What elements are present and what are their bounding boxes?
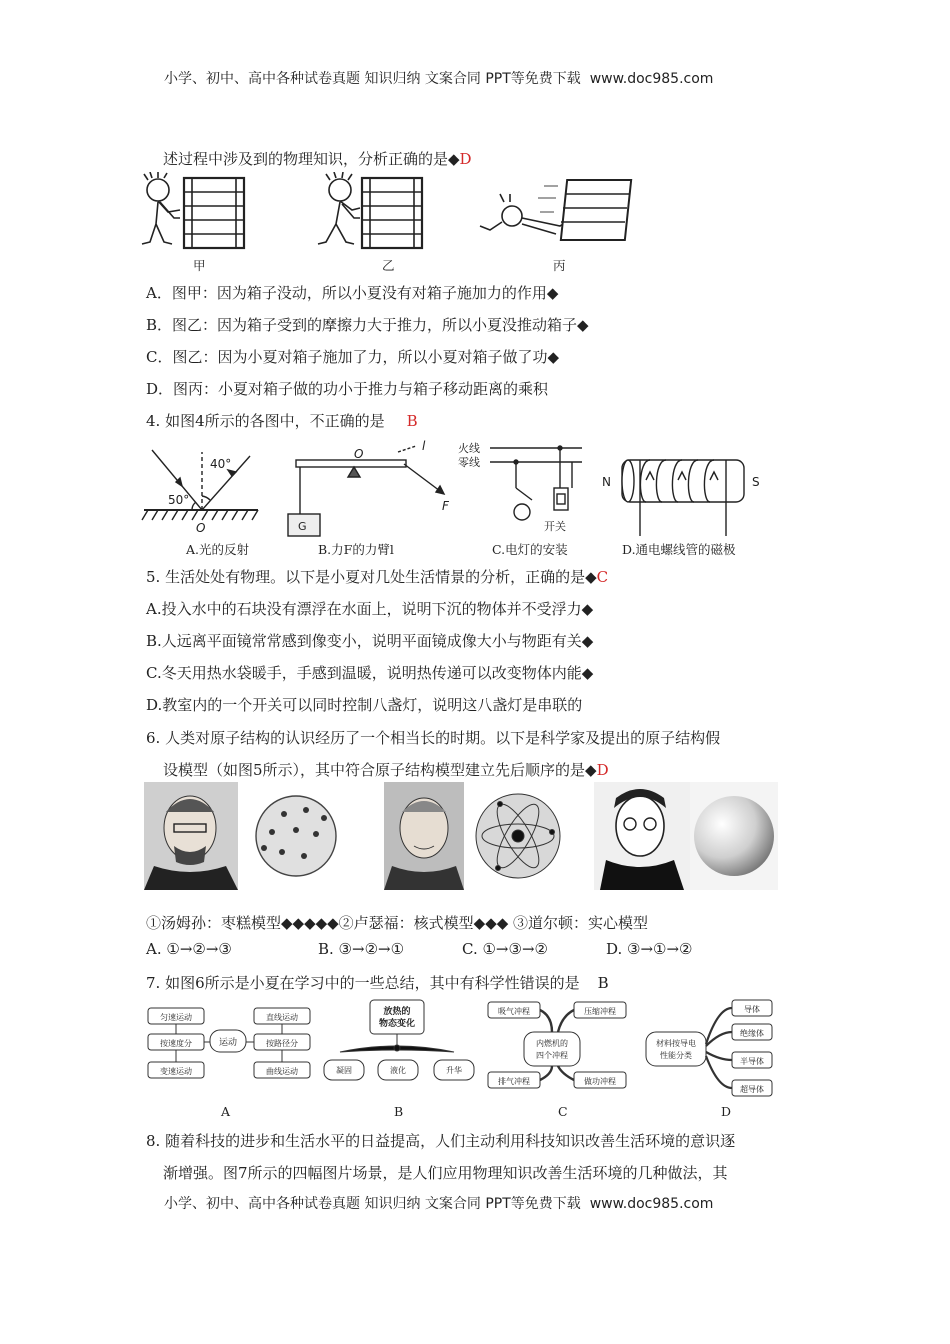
q6-option-a: A. ①→②→③	[146, 940, 232, 958]
thomson-portrait	[144, 782, 238, 890]
q5-option-b: B.人远离平面镜常常感到像变小，说明平面镜成像大小与物距有关◆	[146, 632, 594, 650]
page-footer	[164, 1193, 713, 1213]
q4-caption-a: A.光的反射	[186, 542, 250, 557]
page-header	[164, 68, 713, 88]
fig4b-lever	[288, 446, 444, 536]
q5-option-d: D.教室内的一个开关可以同时控制八盏灯，说明这八盏灯是串联的	[146, 696, 583, 714]
q3-stem-text: 述过程中涉及到的物理知识，分析正确的是◆	[163, 150, 460, 168]
fig4c-live-wire: 火线	[458, 442, 480, 455]
thomson-plum-pudding-model	[256, 796, 336, 876]
diagram-b-title2: 物态变化	[378, 1019, 416, 1029]
q7-answer: B	[597, 974, 609, 992]
fig4b-weight-g: G	[298, 520, 307, 533]
diagram-d-center1: 材料按导电	[656, 1039, 696, 1048]
q6-option-d: D. ③→①→②	[606, 940, 693, 958]
diagram-d-item-4: 超导体	[740, 1085, 764, 1094]
q5-option-c: C.冬天用热水袋暖手，手感到温暖，说明热传递可以改变物体内能◆	[146, 664, 594, 682]
figure-bing-box	[538, 180, 631, 240]
q6-figure	[144, 782, 784, 892]
q6-option-b: B. ③→②→①	[318, 940, 405, 958]
fig4b-pivot-o: O	[354, 447, 364, 461]
q4-figure	[140, 440, 780, 538]
fig4d-north: N	[602, 475, 611, 489]
q3-option-c: C．图乙：因为小夏对箱子施加了力，所以小夏对箱子做了功◆	[146, 348, 560, 366]
q3-figure	[140, 172, 660, 250]
q5-option-a: A.投入水中的石块没有漂浮在水面上，说明下沉的物体并不受浮力◆	[146, 600, 594, 618]
diagram-b-item-3: 升华	[446, 1066, 462, 1075]
rutherford-portrait	[384, 782, 464, 890]
footer-text: 小学、初中、高中各种试卷真题 知识归纳 文案合同 PPT等免费下载	[164, 1196, 581, 1212]
diagram-d-item-3: 半导体	[740, 1057, 764, 1066]
fig-label-yi: 乙	[382, 258, 395, 273]
fig4a-point-o: O	[196, 521, 206, 535]
q8-line2: 渐增强。图7所示的四幅图片场景，是人们应用物理知识改善生活环境的几种做法，其	[163, 1164, 728, 1182]
diagram-a-left-top: 匀速运动	[160, 1013, 192, 1022]
q7-label-b: B	[394, 1104, 404, 1119]
diagram-d-item-2: 绝缘体	[740, 1029, 764, 1038]
q6-stem-text: 设模型（如图5所示），其中符合原子结构模型建立先后顺序的是◆	[163, 761, 597, 779]
q3-option-a: A．图甲：因为箱子没动，所以小夏没有对箱子施加力的作用◆	[146, 284, 559, 302]
diagram-c-item-1: 吸气冲程	[498, 1007, 530, 1016]
q7-stem-text: 7. 如图6所示是小夏在学习中的一些总结，其中有科学性错误的是	[146, 974, 580, 992]
fig4b-force-f: F	[442, 499, 449, 513]
q6-stem-line2	[163, 759, 609, 780]
q3-answer: D	[459, 150, 472, 168]
fig-label-bing: 丙	[553, 258, 566, 273]
fig4a-angle-40: 40°	[210, 457, 232, 471]
q6-option-c: C. ①→③→②	[462, 940, 548, 958]
q4-stem-text: 4. 如图4所示的各图中，不正确的是	[146, 412, 385, 430]
fig4d-solenoid	[622, 460, 744, 536]
diagram-a-right-top: 直线运动	[266, 1013, 298, 1022]
diagram-d-center2: 性能分类	[660, 1051, 692, 1060]
q3-option-d: D．图丙：小夏对箱子做的功小于推力与箱子移动距离的乘积	[146, 380, 549, 398]
header-url: www.doc985.com	[589, 71, 714, 87]
q5-answer: C	[596, 568, 609, 586]
diagram-c-item-4: 做功冲程	[584, 1077, 616, 1086]
diagram-d-item-1: 导体	[744, 1005, 760, 1014]
figure-yi-box	[362, 178, 422, 248]
q6-models: ①汤姆孙：枣糕模型◆◆◆◆◆②卢瑟福：核式模型◆◆◆ ③道尔顿：实心模型	[146, 914, 649, 932]
figure-bing-person	[480, 194, 566, 234]
q4-caption-b: B.力F的力臂l	[318, 542, 394, 557]
q4-caption-d: D.通电螺线管的磁极	[622, 542, 736, 557]
diagram-c-center1: 内燃机的	[536, 1039, 568, 1048]
diagram-c-item-3: 排气冲程	[498, 1077, 530, 1086]
q4-stem	[146, 410, 418, 431]
fig4c-switch-label: 开关	[544, 520, 566, 533]
q7-figure	[144, 996, 784, 1104]
diagram-c-center2: 四个冲程	[536, 1051, 568, 1060]
diagram-a-right-mid: 按路径分	[266, 1039, 298, 1048]
q5-stem	[146, 566, 608, 587]
diagram-b-item-2: 液化	[390, 1066, 406, 1075]
q6-stem-line1: 6. 人类对原子结构的认识经历了一个相当长的时期。以下是科学家及提出的原子结构假	[146, 729, 721, 747]
fig4c-circuit	[490, 446, 582, 520]
dalton-portrait	[594, 782, 690, 890]
q5-stem-text: 5. 生活处处有物理。以下是小夏对几处生活情景的分析，正确的是◆	[146, 568, 597, 586]
figure-jia-person	[142, 172, 180, 244]
diagram-c-item-2: 压缩冲程	[584, 1007, 616, 1016]
fig4d-south: S	[752, 475, 760, 489]
q7-label-c: C	[558, 1104, 568, 1119]
diagram-a-left-mid: 按速度分	[160, 1039, 192, 1048]
fig4a-angle-50: 50°	[168, 493, 190, 507]
q4-answer: B	[406, 412, 418, 430]
diagram-a-left-bottom: 变速运动	[160, 1067, 192, 1076]
q6-answer: D	[596, 761, 609, 779]
fig4a-reflection	[142, 450, 258, 520]
figure-jia-box	[184, 178, 244, 248]
header-text: 小学、初中、高中各种试卷真题 知识归纳 文案合同 PPT等免费下载	[164, 71, 581, 87]
figure-yi-person	[318, 172, 360, 244]
diagram-a-right-bottom: 曲线运动	[266, 1067, 298, 1076]
diagram-b-title1: 放热的	[383, 1007, 411, 1017]
q4-caption-c: C.电灯的安装	[492, 542, 568, 557]
fig4b-arm-l: l	[422, 440, 426, 453]
q7-label-d: D	[721, 1104, 732, 1119]
q7-stem	[146, 972, 609, 993]
q3-stem	[163, 148, 472, 169]
dalton-solid-model	[694, 796, 774, 876]
rutherford-nuclear-model	[476, 794, 560, 878]
diagram-d	[646, 1000, 772, 1096]
footer-url: www.doc985.com	[589, 1196, 714, 1212]
q8-line1: 8. 随着科技的进步和生活水平的日益提高，人们主动利用科技知识改善生活环境的意识逐	[146, 1132, 736, 1150]
q3-option-b: B．图乙：因为箱子受到的摩擦力大于推力，所以小夏没推动箱子◆	[146, 316, 589, 334]
diagram-a-center: 运动	[218, 1038, 238, 1048]
diagram-b-item-1: 凝固	[336, 1066, 352, 1075]
q7-label-a: A	[221, 1104, 231, 1119]
fig4c-neutral-wire: 零线	[458, 456, 480, 469]
fig-label-jia: 甲	[193, 258, 206, 273]
